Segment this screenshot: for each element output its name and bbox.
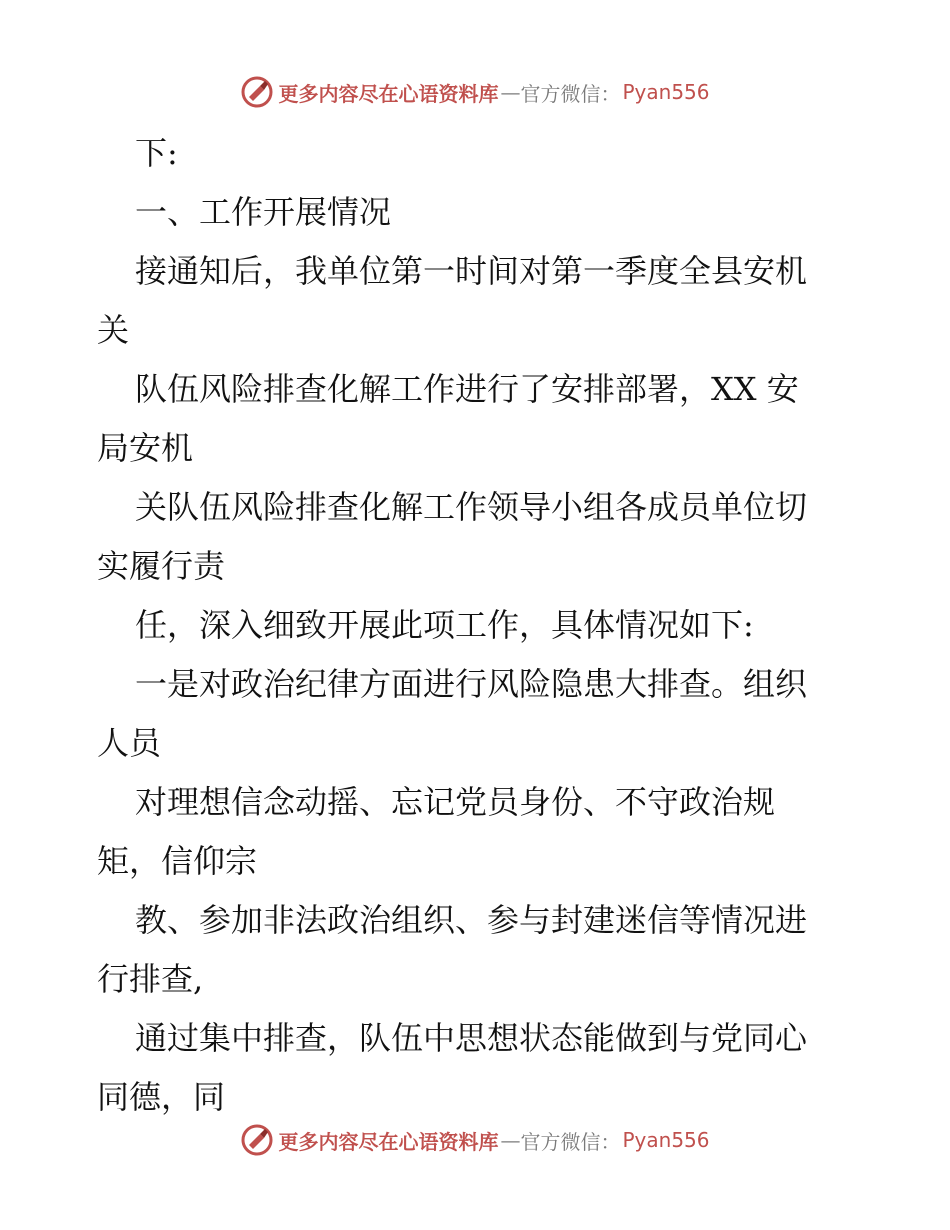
text-line: 队伍风险排查化解工作进行了安排部署，XX 安 bbox=[135, 370, 799, 408]
text-line: 行排查, bbox=[97, 960, 204, 998]
footer-wechat-id: Pyan556 bbox=[622, 1128, 710, 1152]
text-line: 通过集中排查，队伍中思想状态能做到与党同心 bbox=[135, 1019, 808, 1057]
text-line: 人员 bbox=[97, 724, 162, 762]
header-banner-text: 更多内容尽在心语资料库 bbox=[278, 81, 499, 106]
text-line: 任，深入细致开展此项工作，具体情况如下: bbox=[135, 606, 754, 644]
text-line: 关队伍风险排查化解工作领导小组各成员单位切 bbox=[135, 488, 808, 526]
header-wechat-id: Pyan556 bbox=[622, 80, 710, 104]
brand-logo-icon bbox=[240, 75, 274, 109]
text-line: 关 bbox=[97, 311, 130, 349]
text-line: 同德，同 bbox=[97, 1078, 226, 1116]
text-line: 教、参加非法政治组织、参与封建迷信等情况进 bbox=[135, 901, 808, 939]
header-banner-separator: — bbox=[500, 80, 521, 104]
header-wechat-label: 官方微信： bbox=[520, 81, 621, 106]
text-line: 下: bbox=[135, 134, 178, 172]
footer-banner-text: 更多内容尽在心语资料库 bbox=[278, 1129, 499, 1154]
text-line: 一、工作开展情况 bbox=[135, 193, 392, 231]
document-body bbox=[97, 124, 857, 1127]
header-banner bbox=[0, 72, 950, 112]
text-line: 接通知后，我单位第一时间对第一季度全县安机 bbox=[135, 252, 808, 290]
text-line: 一是对政治纪律方面进行风险隐患大排查。组织 bbox=[135, 665, 808, 703]
text-line: 矩，信仰宗 bbox=[97, 842, 258, 880]
text-line: 对理想信念动摇、忘记党员身份、不守政治规 bbox=[135, 783, 776, 821]
footer-banner bbox=[0, 1120, 950, 1160]
footer-wechat-label: 官方微信： bbox=[520, 1129, 621, 1154]
text-line: 局安机 bbox=[97, 429, 194, 467]
footer-banner-separator: — bbox=[500, 1128, 521, 1152]
brand-logo-icon bbox=[240, 1123, 274, 1157]
text-line: 实履行责 bbox=[97, 547, 226, 585]
